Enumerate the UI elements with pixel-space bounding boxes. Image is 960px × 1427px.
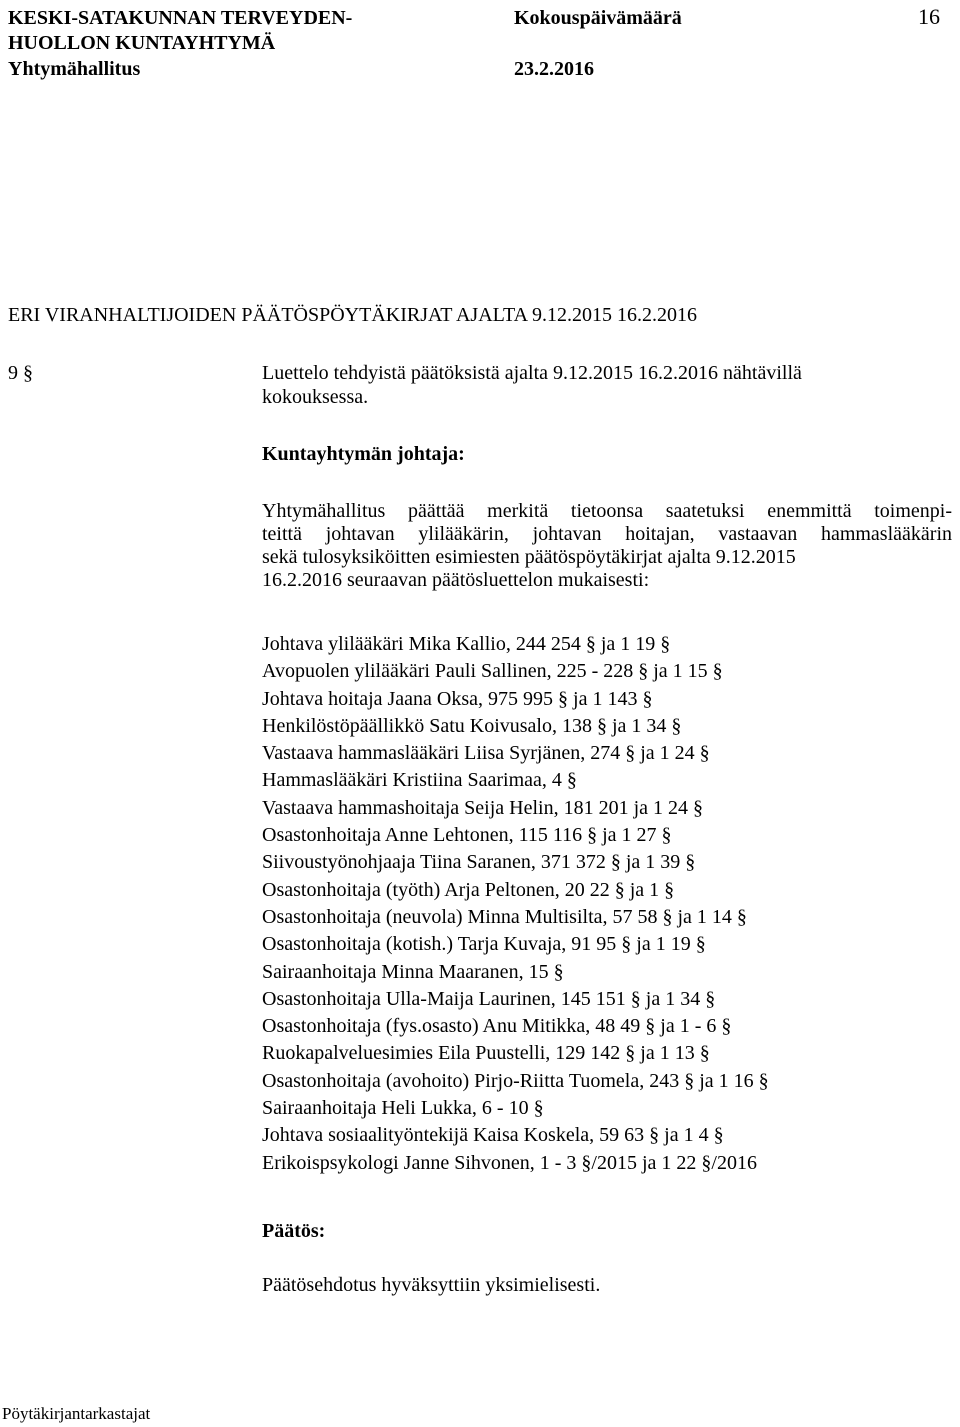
proposal-line: teittä johtavan ylilääkärin, johtavan hoitajan, vastaavan hammaslääkärin — [262, 523, 952, 545]
list-item: Sairaanhoitaja Heli Lukka, 6 - 10 § — [262, 1097, 544, 1120]
item-title-line2: kokouksessa. — [262, 386, 369, 408]
proposal-paragraph — [262, 500, 952, 592]
decision-heading: Päätös: — [262, 1220, 326, 1242]
decision-text: Päätösehdotus hyväksyttiin yksimielisesti. — [262, 1274, 601, 1296]
page-number: 16 — [918, 4, 940, 29]
list-item: Vastaava hammaslääkäri Liisa Syrjänen, 274 § ja 1 24 § — [262, 742, 710, 765]
meeting-date: 23.2.2016 — [514, 58, 594, 80]
list-item: Osastonhoitaja Ulla-Maija Laurinen, 145 151 § ja 1 34 § — [262, 987, 716, 1010]
footer-label: Pöytäkirjantarkastajat — [2, 1404, 151, 1423]
list-item: Sairaanhoitaja Minna Maaranen, 15 § — [262, 960, 564, 983]
list-item: Osastonhoitaja Anne Lehtonen, 115 116 § ja 1 27 § — [262, 824, 672, 847]
list-item: Siivoustyönohjaaja Tiina Saranen, 371 372 § ja 1 39 § — [262, 851, 696, 874]
list-item: Osastonhoitaja (työth) Arja Peltonen, 20 22 § ja 1 § — [262, 878, 675, 901]
organization-name-line2: HUOLLON KUNTAYHTYMÄ — [8, 32, 276, 54]
document-type: Kokouspäivämäärä — [514, 7, 682, 29]
list-item: Johtava sosiaalityöntekijä Kaisa Koskela, 59 63 § ja 1 4 § — [262, 1124, 724, 1147]
section-title: ERI VIRANHALTIJOIDEN PÄÄTÖSPÖYTÄKIRJAT AJALTA 9.12.2015 16.2.2016 — [8, 304, 697, 326]
proposal-line: Yhtymähallitus päättää merkitä tietoonsa saatetuksi enemmittä toimenpi- — [262, 500, 952, 522]
proposal-heading: Kuntayhtymän johtaja: — [262, 443, 465, 465]
list-item: Johtava hoitaja Jaana Oksa, 975 995 § ja 1 143 § — [262, 687, 653, 710]
decision-list — [262, 631, 769, 1177]
list-item: Ruokapalveluesimies Eila Puustelli, 129 142 § ja 1 13 § — [262, 1042, 710, 1065]
list-item: Osastonhoitaja (kotish.) Tarja Kuvaja, 91 95 § ja 1 19 § — [262, 933, 706, 956]
list-item: Hammaslääkäri Kristiina Saarimaa, 4 § — [262, 769, 577, 792]
list-item: Erikoispsykologi Janne Sihvonen, 1 - 3 §/2015 ja 1 22 §/2016 — [262, 1151, 757, 1174]
list-item: Avopuolen ylilääkäri Pauli Sallinen, 225 - 228 § ja 1 15 § — [262, 660, 723, 683]
proposal-line: sekä tulosyksiköitten esimiesten päätöspöytäkirjat ajalta 9.12.2015 — [262, 546, 796, 568]
list-item: Osastonhoitaja (avohoito) Pirjo-Riitta Tuomela, 243 § ja 1 16 § — [262, 1069, 769, 1092]
list-item: Osastonhoitaja (fys.osasto) Anu Mitikka, 48 49 § ja 1 - 6 § — [262, 1015, 732, 1038]
proposal-line: 16.2.2016 seuraavan päätösluettelon mukaisesti: — [262, 569, 650, 591]
item-title-line1: Luettelo tehdyistä päätöksistä ajalta 9.12.2015 16.2.2016 nähtävillä — [262, 362, 802, 384]
item-number: 9 § — [8, 362, 33, 384]
organization-name-line1: KESKI-SATAKUNNAN TERVEYDEN- — [8, 7, 353, 29]
list-item: Henkilöstöpäällikkö Satu Koivusalo, 138 § ja 1 34 § — [262, 714, 682, 737]
list-item: Osastonhoitaja (neuvola) Minna Multisilta, 57 58 § ja 1 14 § — [262, 905, 747, 928]
list-item: Vastaava hammashoitaja Seija Helin, 181 201 ja 1 24 § — [262, 796, 704, 819]
governing-body: Yhtymähallitus — [8, 58, 141, 80]
list-item: Johtava ylilääkäri Mika Kallio, 244 254 § ja 1 19 § — [262, 633, 671, 655]
